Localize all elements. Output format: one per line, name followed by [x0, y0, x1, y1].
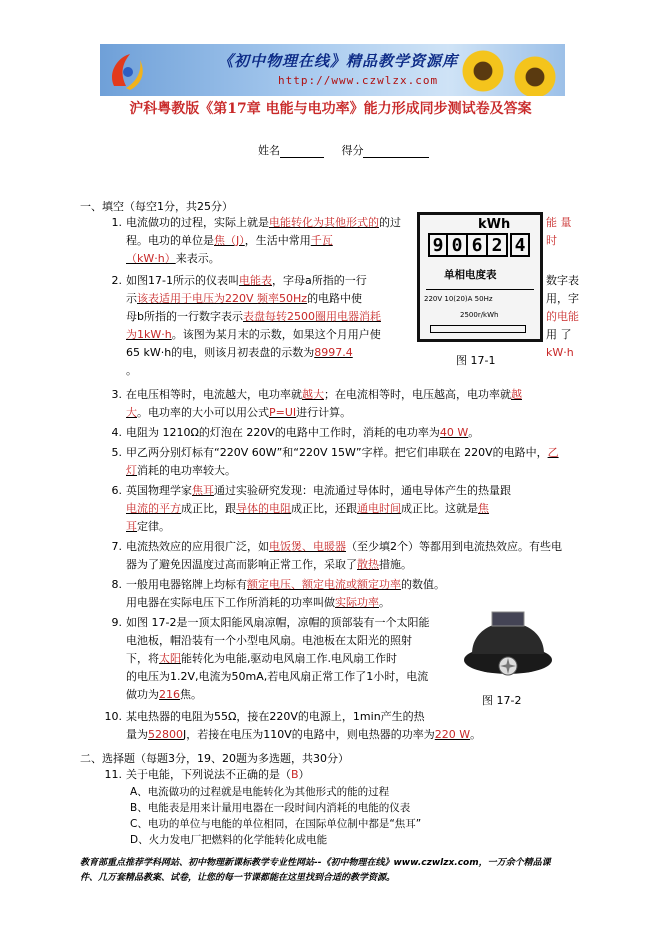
answer: 散热: [357, 558, 379, 571]
question-2: 2. 如图17-1所示的仪表叫电能表，字母a所指的一行 示该表适用于电压为220V 频率50Hz的电路中使 母b所指的一行数字表示表盘每转2500圈用电器消耗 为1kW·h。该图为某月末的示数，如果这个月用户使 65 kW·h的电，则该月初表盘的示数为8997.4 。: [111, 274, 381, 377]
meter-rev: 2500r/kWh: [460, 311, 499, 319]
meter-spec: 220V 10(20)A 50Hz: [424, 295, 493, 303]
answer: 40 W: [439, 426, 469, 439]
footer-note: 教育部重点推荐学科网站、初中物理新课标教学专业性网站--《初中物理在线》www.czwlzx.com，一万余个精品课 件、几万套精品教案、试卷，让您的每一节课都能在这里找到合适的教学资源。: [80, 858, 551, 883]
option-a: A、电流做功的过程就是电能转化为其他形式的能的过程: [130, 786, 390, 798]
question-5: 5. 甲乙两分别灯标有“220V 60W”和“220V 15W”字样。把它们串联在 220V的电路中，乙 灯消耗的电功率较大。: [111, 446, 559, 477]
document-title: 沪科粤教版《第17章 电能与电功率》能力形成同步测试卷及答案: [129, 101, 532, 117]
option-b: B、电能表是用来计量用电器在一段时间内消耗的电能的仪表: [130, 802, 411, 814]
answer: 越大: [302, 388, 324, 401]
answer: 导体的电阻: [236, 502, 291, 515]
score-label: 得分: [341, 144, 364, 157]
solar-fan-cap-icon: [462, 582, 554, 682]
question-1: 1. 电流做功的过程，实际上就是电能转化为其他形式的的过程。电功的单位是焦（J），生活中常用千瓦 （kW·h）来表示。: [111, 216, 401, 265]
question-3: 3. 在电压相等时，电流越大，电功率就越大；在电流相等时，电压越高，电功率就越 大。电功率的大小可以用公式P=UI进行计算。: [111, 388, 522, 419]
question-10: 10. 某电热器的电阻为55Ω，接在220V的电源上，1min产生的热 量为52800J，若接在电压为110V的电路中，则电热器的功率为220 W。: [104, 710, 482, 741]
question-7: 7. 电流热效应的应用很广泛，如电饭煲、电暖器（至少填2个）等都用到电流热效应。有些电器为了避免因温度过高而影响正常工作，采取了散热措施。: [111, 540, 562, 571]
name-score-line: [258, 142, 429, 158]
site-logo-icon: [106, 48, 148, 92]
answer: 大: [126, 406, 137, 419]
answer: 电能表: [238, 274, 272, 287]
answer-continued: kW·h: [546, 346, 574, 359]
answer: 该表适用于电压为220V 频率50Hz: [137, 292, 308, 305]
electric-meter-figure: [417, 212, 543, 342]
answer: 为1kW·h: [126, 328, 172, 341]
answer-continued: 能 量: [546, 216, 572, 229]
answer: 220 W: [434, 728, 471, 741]
answer-continued: 时: [546, 234, 557, 247]
figure-caption: 图 17-1: [456, 354, 496, 367]
text-continued: 用，字: [546, 292, 579, 305]
meter-unit: kWh: [478, 217, 511, 232]
answer: 表盘每转2500圈用电器消耗: [242, 310, 381, 323]
answer: 耳: [126, 520, 137, 533]
name-field[interactable]: [280, 146, 324, 158]
answer: P=UI: [269, 406, 297, 419]
question-8: 8. 一般用电器铭牌上均标有额定电压、额定电流或额定功率的数值。用电器在实际电压下工作所消耗的功率叫做实际功率。: [111, 578, 445, 609]
section-heading-choice: 二、选择题（每题3分，19、20题为多选题，共30分）: [80, 752, 349, 765]
answer: 实际功率: [335, 596, 379, 609]
answer: （kW·h）: [126, 252, 176, 265]
answer: B: [291, 768, 299, 781]
answer: 灯: [126, 464, 137, 477]
answer: 电流的平方: [126, 502, 181, 515]
answer: 越: [511, 388, 522, 401]
answer: 额定电压、额定电流或额定功率: [247, 578, 401, 591]
answer: 焦（J）: [214, 234, 245, 247]
section-heading-fill: 一、填空（每空1分，共25分）: [80, 200, 233, 213]
score-field[interactable]: [363, 146, 429, 158]
question-4: 4. 电阻为 1210Ω的灯泡在 220V的电路中工作时，消耗的电功率为40 W。: [111, 426, 480, 439]
answer: 电能转化为其他形式的: [269, 216, 379, 229]
question-11: 11. 关于电能，下列说法不正确的是（B）: [104, 768, 310, 781]
banner-url[interactable]: http://www.czwlzx.com: [278, 74, 439, 87]
option-d: D、火力发电厂把燃料的化学能转化成电能: [130, 834, 328, 846]
question-6: 6. 英国物理学家焦耳通过实验研究发现：电流通过导体时，通电导体产生的热量跟 电流的平方成正比，跟导体的电阻成正比，还跟通电时间成正比。这就是焦 耳定律。: [111, 484, 511, 533]
answer: 电饭煲、电暖器: [269, 540, 346, 553]
answer: 太阳: [159, 652, 181, 665]
header-banner: [100, 44, 565, 96]
question-9: 9. 如图 17-2是一顶太阳能风扇凉帽，凉帽的顶部装有一个太阳能 电池板，帽沿装有一个小型电风扇。电池板在太阳光的照射 下，将太阳能转化为电能,驱动电风扇工作.电风扇工作时 的电压为1.2V,电流为50mA,若电风扇正常工作了1小时，电流 做功为216焦。: [111, 616, 430, 701]
answer: 216: [159, 688, 180, 701]
sunflower-icon: [512, 54, 558, 96]
name-label: 姓名: [258, 144, 280, 157]
sunflower-icon: [460, 48, 506, 94]
answer: 通电时间: [357, 502, 401, 515]
pointer-line-a: [426, 289, 534, 290]
text-continued: 数字表: [546, 274, 579, 287]
answer: 8997.4: [314, 346, 353, 359]
answer: 焦: [478, 502, 489, 515]
figure-caption: 图 17-2: [482, 694, 522, 707]
answer: 52800: [148, 728, 183, 741]
answer: 乙: [547, 446, 559, 459]
answer: 千瓦: [310, 234, 333, 247]
answer: 焦耳: [192, 484, 214, 497]
banner-title: 《初中物理在线》精品教学资源库: [218, 52, 459, 70]
meter-name: 单相电度表: [444, 269, 497, 281]
text-continued: 用 了: [546, 328, 572, 341]
terminal-block: [430, 325, 526, 333]
option-c: C、电功的单位与电能的单位相同，在国际单位制中都是“焦耳”: [130, 818, 422, 830]
meter-digits: 9 0 6 2 4: [428, 233, 530, 257]
answer-continued: 的电能: [546, 310, 579, 323]
